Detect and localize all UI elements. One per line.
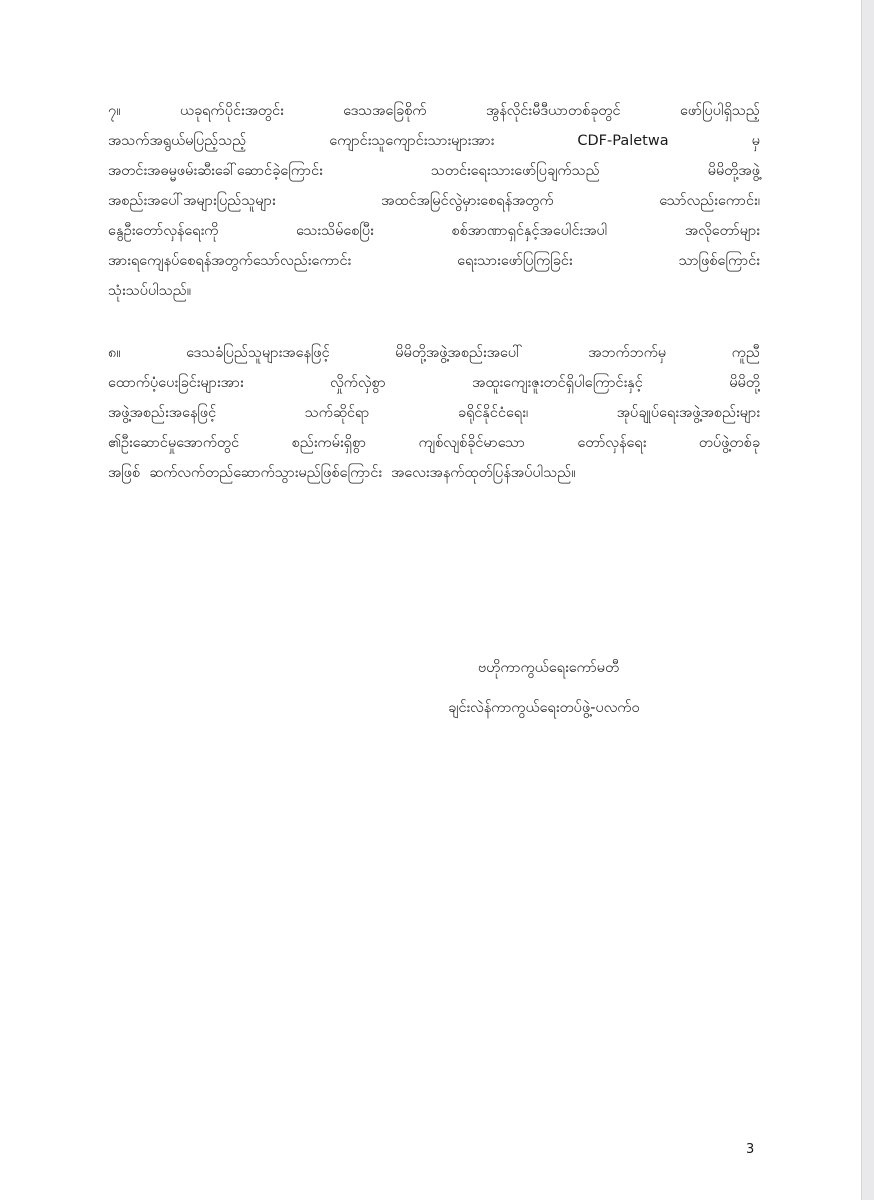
signature-office: ဗဟိုကာကွယ်ရေးကော်မတီ: [478, 660, 620, 676]
word: သုံးသပ်ပါသည်။: [108, 283, 192, 299]
word: ကျောင်းသူကျောင်းသားများအား: [329, 133, 495, 149]
word: အထူးကျေးဇူးတင်ရှိပါကြောင်းနှင့်: [472, 375, 643, 391]
paragraph-line: [108, 368, 760, 398]
word: ၇။: [108, 103, 121, 119]
word: သာဖြစ်ကြောင်း: [678, 253, 760, 269]
word: ဖော်ပြပါရှိသည့်: [679, 103, 760, 119]
word: အတင်းအဓမ္မဖမ်းဆီးခေါ်ဆောင်ခဲ့ကြောင်း: [108, 163, 323, 179]
word: အဖြစ်: [108, 465, 141, 481]
word: သတင်းရေးသားဖော်ပြချက်သည်: [430, 163, 600, 179]
word: သော်လည်းကောင်း၊: [659, 193, 760, 209]
paragraph-line: [108, 186, 760, 216]
paragraph-8: [108, 338, 760, 488]
word: အွန်လိုင်းမီဒီယာတစ်ခုတွင်: [485, 103, 621, 119]
word: အစည်းအပေါ်အများပြည်သူများ: [108, 193, 276, 209]
word: သေးသိမ်စေပြီး: [296, 223, 374, 239]
paragraph-line: [108, 246, 760, 276]
signature-block: [420, 648, 760, 728]
word: အဘက်ဘက်မှ: [588, 345, 667, 361]
word: အသက်အရွယ်မပြည့်သည့်: [108, 133, 247, 149]
word: မိမိတို့: [729, 375, 760, 391]
word: မိမိတို့အဖွဲ့: [707, 163, 760, 179]
word: တပ်ဖွဲ့တစ်ခု: [698, 435, 760, 451]
word: စစ်အာဏာရှင်နှင့်အပေါင်းအပါ: [451, 223, 608, 239]
word: အုပ်ချုပ်ရေးအဖွဲ့အစည်းများ: [616, 405, 760, 421]
word: သက်ဆိုင်ရာ: [304, 405, 370, 421]
signature-organization: ချင်းလဲန်ကာကွယ်ရေးတပ်ဖွဲ့-ပလက်ဝ: [448, 700, 640, 716]
word: တော်လှန်ရေး: [577, 435, 647, 451]
word: အားရကျေနပ်စေရန်အတွက်သော်လည်းကောင်း: [108, 253, 352, 269]
word: စည်းကမ်းရှိစွာ: [291, 435, 367, 451]
word: မှ: [751, 133, 760, 149]
word: ယခုရက်ပိုင်းအတွင်း: [179, 103, 284, 119]
word: ခရိုင်နိုင်ငံရေး၊: [457, 405, 529, 421]
paragraph-line: [108, 428, 760, 458]
word: ထောက်ပံ့ပေးခြင်းများအား: [108, 375, 244, 391]
paragraph-line: [108, 458, 760, 488]
paragraph-line: [108, 398, 760, 428]
word: နွေဦးတော်လှန်ရေးကို: [108, 223, 219, 239]
paragraph-line: [108, 276, 760, 306]
word: အလေးအနက်ထုတ်ပြန်အပ်ပါသည်။: [391, 465, 576, 481]
paragraph-7: [108, 96, 760, 306]
word: ကျစ်လျစ်ခိုင်မာသော: [418, 435, 526, 451]
paragraph-line: [108, 338, 760, 368]
paragraph-line: [108, 96, 760, 126]
word: ဒေသအခြေစိုက်: [343, 103, 427, 119]
word: ကူညီ: [731, 345, 760, 361]
word: ရေးသားဖော်ပြကြခြင်း: [457, 253, 573, 269]
word: CDF-Paletwa: [577, 133, 669, 149]
paragraph-line: [108, 216, 760, 246]
paragraph-line: [108, 126, 760, 156]
word: အလိုတော်များ: [684, 223, 760, 239]
paragraph-line: [108, 156, 760, 186]
word: လှိုက်လှဲစွာ: [330, 375, 386, 391]
word: ၏ဦးဆောင်မှုအောက်တွင်: [108, 435, 240, 451]
word: အဖွဲ့အစည်းအနေဖြင့်: [108, 405, 217, 421]
document-body: [108, 96, 760, 488]
word: အထင်အမြင်လွဲမှားစေရန်အတွက်: [381, 193, 554, 209]
word: ၈။: [108, 345, 121, 361]
page-number: 3: [746, 1142, 755, 1157]
word: ဒေသခံပြည်သူများအနေဖြင့်: [186, 345, 330, 361]
word: မိမိတို့အဖွဲ့အစည်းအပေါ်: [395, 345, 523, 361]
word: ဆက်လက်တည်ဆောက်သွားမည်ဖြစ်ကြောင်း: [149, 465, 383, 481]
